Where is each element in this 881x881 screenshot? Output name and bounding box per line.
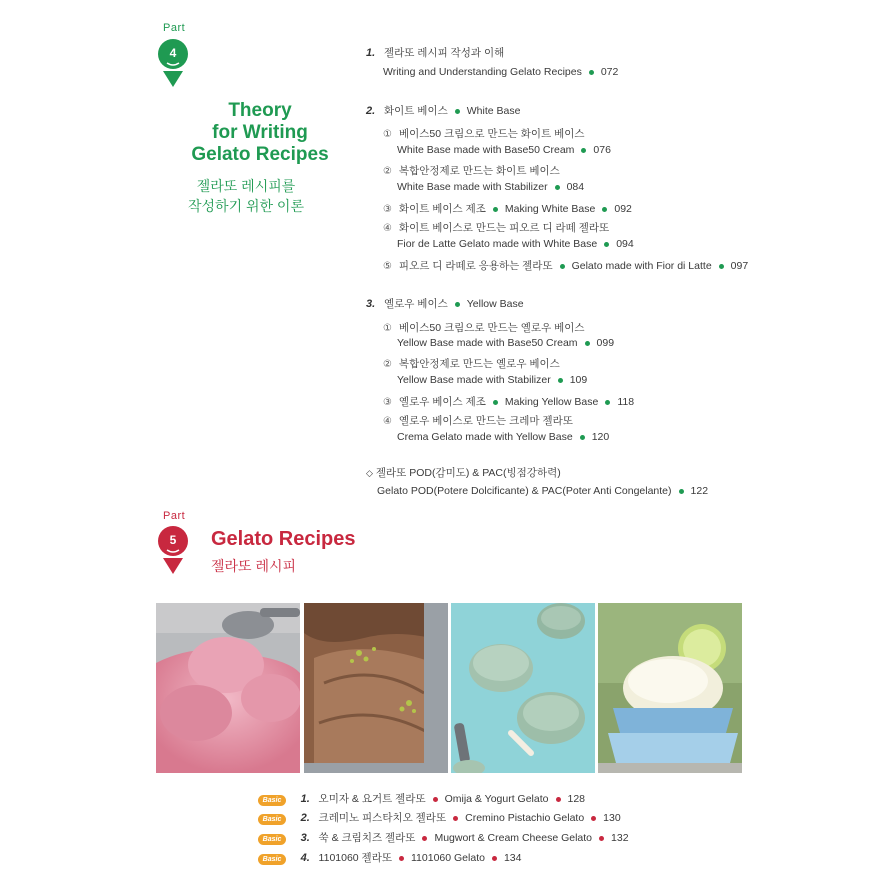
bullet-dot-icon [602, 207, 607, 212]
toc-title-en: Yellow Base made with Base50 Cream [397, 337, 578, 349]
toc-title-ko: 옐로우 베이스 [383, 298, 448, 310]
toc-entry[interactable] [383, 66, 618, 78]
recipe-page: 128 [567, 793, 586, 805]
recipe-title-en: Cremino Pistachio Gelato [465, 812, 585, 824]
toc-page: 099 [596, 337, 615, 349]
item-marker: ① [383, 129, 392, 140]
part4-label: Part [163, 22, 186, 34]
diamond-bullet-icon: ◇ [366, 468, 373, 478]
part4-subtitle-line: 젤라또 레시피를 [196, 178, 296, 194]
bullet-dot-icon [453, 816, 458, 821]
part4-badge [156, 38, 190, 88]
toc-page: 072 [600, 66, 619, 78]
bullet-dot-icon [585, 341, 590, 346]
toc-section-3[interactable] [366, 296, 524, 311]
part4-title-line: for Writing [212, 122, 308, 143]
toc-page: 076 [593, 144, 611, 156]
toc-title-ko: 젤라또 POD(감미도) & PAC(빙점강하력) [375, 467, 561, 479]
recipe-entry[interactable] [258, 850, 521, 865]
item-marker: ③ [383, 397, 392, 408]
part4-title [165, 100, 355, 166]
toc-title-en: Yellow Base made with Stabilizer [397, 374, 551, 386]
recipe-title-ko: 쑥 & 크림치즈 젤라또 [318, 832, 416, 844]
bullet-dot-icon [493, 400, 498, 405]
recipe-entry[interactable] [258, 791, 585, 806]
recipe-number: 3. [300, 832, 310, 844]
bullet-dot-icon [581, 148, 586, 153]
recipe-entry[interactable] [258, 830, 629, 845]
toc-section-2[interactable] [366, 103, 520, 118]
toc-entry[interactable] [397, 181, 584, 193]
bullet-dot-icon [399, 856, 404, 861]
bullet-dot-icon [604, 242, 609, 247]
part5-subtitle: 젤라또 레시피 [211, 558, 297, 574]
toc-pod-pac [366, 465, 561, 480]
toc-page: 084 [566, 181, 585, 193]
toc-title-ko: 복합안정제로 만드는 옐로우 베이스 [398, 358, 560, 370]
part4-title-line: Gelato Recipes [191, 144, 329, 165]
toc-entry[interactable] [377, 485, 708, 497]
toc-page: 094 [616, 238, 634, 250]
item-marker: ⑤ [383, 261, 392, 272]
part4-subtitle-line: 작성하기 위한 이론 [188, 198, 304, 214]
toc-title-ko: 화이트 베이스 [383, 105, 448, 117]
toc-title-ko: 화이트 베이스로 만드는 피오르 디 라떼 젤라또 [398, 222, 610, 234]
toc-title-ko: 베이스50 크림으로 만드는 화이트 베이스 [398, 128, 585, 140]
toc-item [383, 413, 573, 428]
toc-title-en: Crema Gelato made with Yellow Base [397, 431, 573, 443]
recipe-number: 2. [300, 812, 310, 824]
bullet-dot-icon [589, 70, 594, 75]
bullet-dot-icon [560, 264, 565, 269]
recipe-title-ko: 오미자 & 요거트 젤라또 [318, 793, 426, 805]
toc-number: 2. [366, 105, 376, 117]
toc-title-ko: 옐로우 베이스 제조 [398, 396, 486, 408]
recipe-title-ko: 크레미노 피스타치오 젤라또 [318, 812, 447, 824]
recipe-number: 1. [300, 793, 310, 805]
toc-title-en: White Base [466, 105, 521, 117]
toc-number: 1. [366, 47, 376, 59]
recipe-title-en: 1101060 Gelato [411, 852, 485, 864]
toc-title-ko: 복합안정제로 만드는 화이트 베이스 [398, 165, 560, 177]
part4-title-line: Theory [228, 100, 292, 121]
toc-page: 120 [591, 431, 610, 443]
recipe-page: 130 [603, 812, 621, 824]
bullet-dot-icon [422, 836, 427, 841]
photo-mugwort-cream-cheese-gelato [451, 603, 595, 773]
bullet-dot-icon [455, 302, 460, 307]
bullet-dot-icon [433, 797, 438, 802]
toc-title-en: White Base made with Base50 Cream [397, 144, 575, 156]
part5-number: 5 [169, 533, 177, 547]
photo-1101060-gelato [598, 603, 742, 773]
toc-entry[interactable] [397, 431, 609, 443]
part5-label: Part [163, 510, 186, 522]
toc-section-1 [366, 45, 504, 60]
recipe-entry[interactable] [258, 810, 621, 825]
bullet-dot-icon [591, 816, 596, 821]
toc-title-en: Writing and Understanding Gelato Recipes [383, 66, 582, 78]
toc-item [383, 356, 560, 371]
toc-title-ko: 젤라또 레시피 작성과 이해 [383, 47, 505, 59]
level-badge: Basic [258, 834, 286, 845]
toc-title-ko: 화이트 베이스 제조 [398, 203, 486, 215]
level-badge: Basic [258, 814, 286, 825]
toc-number: 3. [366, 298, 376, 310]
toc-title-en: Making Yellow Base [504, 396, 599, 408]
toc-page: 097 [730, 260, 749, 272]
bullet-dot-icon [492, 856, 497, 861]
photo-cremino-pistachio-gelato [304, 603, 448, 773]
toc-entry[interactable] [397, 144, 611, 156]
toc-title-en: Yellow Base [466, 298, 524, 310]
item-marker: ④ [383, 223, 392, 234]
toc-page: 118 [617, 396, 635, 408]
toc-entry[interactable] [383, 394, 634, 409]
toc-title-ko: 피오르 디 라떼로 응용하는 젤라또 [398, 260, 553, 272]
bullet-dot-icon [580, 435, 585, 440]
toc-entry[interactable] [397, 238, 634, 250]
item-marker: ③ [383, 204, 392, 215]
item-marker: ② [383, 166, 392, 177]
toc-title-en: White Base made with Stabilizer [397, 181, 548, 193]
part4-number: 4 [169, 46, 177, 60]
toc-entry[interactable] [397, 374, 587, 386]
recipe-title-en: Omija & Yogurt Gelato [444, 793, 549, 805]
toc-title-en: Making White Base [504, 203, 596, 215]
toc-title-en: Gelato POD(Potere Dolcificante) & PAC(Poter Anti Congelante) [377, 485, 672, 497]
toc-item [383, 220, 609, 235]
toc-page: 092 [614, 203, 632, 215]
part5-title: Gelato Recipes [211, 528, 356, 550]
bullet-dot-icon [455, 109, 460, 114]
level-badge: Basic [258, 795, 286, 806]
item-marker: ④ [383, 416, 392, 427]
bullet-dot-icon [556, 797, 561, 802]
toc-item [383, 320, 585, 335]
bullet-dot-icon [599, 836, 604, 841]
toc-title-ko: 옐로우 베이스로 만드는 크레마 젤라또 [398, 415, 573, 427]
toc-entry[interactable] [397, 337, 614, 349]
toc-item [383, 126, 585, 141]
item-marker: ① [383, 323, 392, 334]
bullet-dot-icon [719, 264, 724, 269]
bullet-dot-icon [555, 185, 560, 190]
bullet-dot-icon [679, 489, 684, 494]
recipe-number: 4. [300, 852, 310, 864]
toc-entry[interactable] [383, 201, 632, 216]
photo-omija-yogurt-gelato [156, 603, 300, 773]
toc-title-en: Fior de Latte Gelato made with White Base [397, 238, 598, 250]
toc-title-en: Gelato made with Fior di Latte [571, 260, 712, 272]
toc-title-ko: 베이스50 크림으로 만드는 옐로우 베이스 [398, 322, 585, 334]
recipe-page: 134 [503, 852, 522, 864]
part4-subtitle [165, 176, 327, 216]
recipe-page: 132 [611, 832, 629, 844]
toc-page: 122 [690, 485, 709, 497]
bullet-dot-icon [493, 207, 498, 212]
level-badge: Basic [258, 854, 286, 865]
recipe-title-ko: 1101060 젤라또 [318, 852, 392, 864]
toc-item [383, 163, 560, 178]
toc-page: 109 [569, 374, 588, 386]
toc-entry[interactable] [383, 258, 748, 273]
bullet-dot-icon [605, 400, 610, 405]
recipe-title-en: Mugwort & Cream Cheese Gelato [434, 832, 593, 844]
bullet-dot-icon [558, 378, 563, 383]
part5-badge [156, 525, 190, 575]
item-marker: ② [383, 359, 392, 370]
